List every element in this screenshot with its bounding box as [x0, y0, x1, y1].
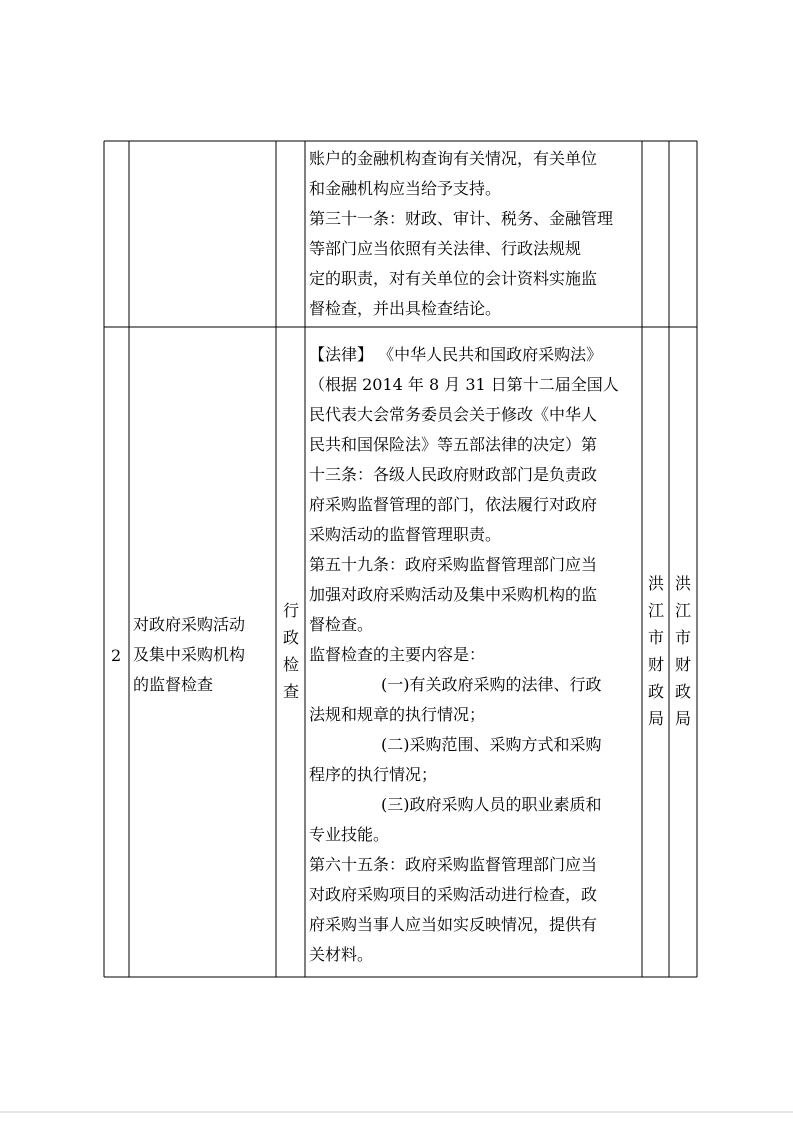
basis-line: (二)采购范围、采购方式和采购 — [381, 735, 602, 754]
item-name-line: 的监督检查 — [133, 675, 214, 694]
basis-line: 十三条：各级人民政府财政部门是负责政 — [309, 465, 598, 484]
item-name-line: 对政府采购活动 — [133, 615, 246, 634]
row1-line: 督检查，并出具检查结论。 — [309, 299, 502, 318]
basis-line: 专业技能。 — [309, 825, 390, 844]
row2-sequence-number: 2 — [111, 646, 122, 665]
basis-line: 法规和规章的执行情况； — [309, 705, 486, 724]
row2-responsible-department: 洪江市财政局 — [674, 574, 691, 728]
row1-line: 账户的金融机构查询有关情况，有关单位 — [309, 149, 598, 168]
row1-line: 第三十一条：财政、审计、税务、金融管理 — [309, 209, 614, 228]
basis-line: 程序的执行情况； — [309, 765, 438, 784]
basis-line: （根据 2014 年 8 月 31 日第十二届全国人 — [309, 375, 619, 394]
basis-line: 府采购监督管理的部门，依法履行对政府 — [309, 495, 598, 514]
basis-line: 对政府采购项目的采购活动进行检查，政 — [309, 885, 598, 904]
basis-line: (三)政府采购人员的职业素质和 — [381, 795, 602, 814]
basis-line: 采购活动的监督管理职责。 — [309, 525, 502, 544]
row1-line: 和金融机构应当给予支持。 — [309, 179, 502, 198]
row2-implementing-department: 洪江市财政局 — [647, 574, 664, 728]
basis-line: 民代表大会常务委员会关于修改《中华人 — [309, 405, 598, 424]
item-name-line: 及集中采购机构 — [133, 645, 246, 664]
basis-line: 府采购当事人应当如实反映情况，提供有 — [309, 915, 598, 934]
row2-category: 行政检查 — [282, 601, 299, 701]
row1-line: 等部门应当依照有关法律、行政法规规 — [309, 239, 582, 258]
row1-line: 定的职责，对有关单位的会计资料实施监 — [309, 269, 598, 288]
basis-line: 第五十九条：政府采购监督管理部门应当 — [309, 555, 598, 574]
basis-line: 关材料。 — [309, 945, 374, 964]
basis-line: (一)有关政府采购的法律、行政 — [381, 675, 602, 694]
basis-line: 监督检查的主要内容是： — [309, 645, 486, 664]
basis-line: 民共和国保险法》等五部法律的决定）第 — [309, 435, 598, 454]
basis-line: 督检查。 — [309, 615, 374, 634]
basis-line: 【法律】 《中华人民共和国政府采购法》 — [309, 345, 603, 364]
basis-line: 第六十五条：政府采购监督管理部门应当 — [309, 855, 598, 874]
basis-line: 加强对政府采购活动及集中采购机构的监 — [309, 585, 598, 604]
